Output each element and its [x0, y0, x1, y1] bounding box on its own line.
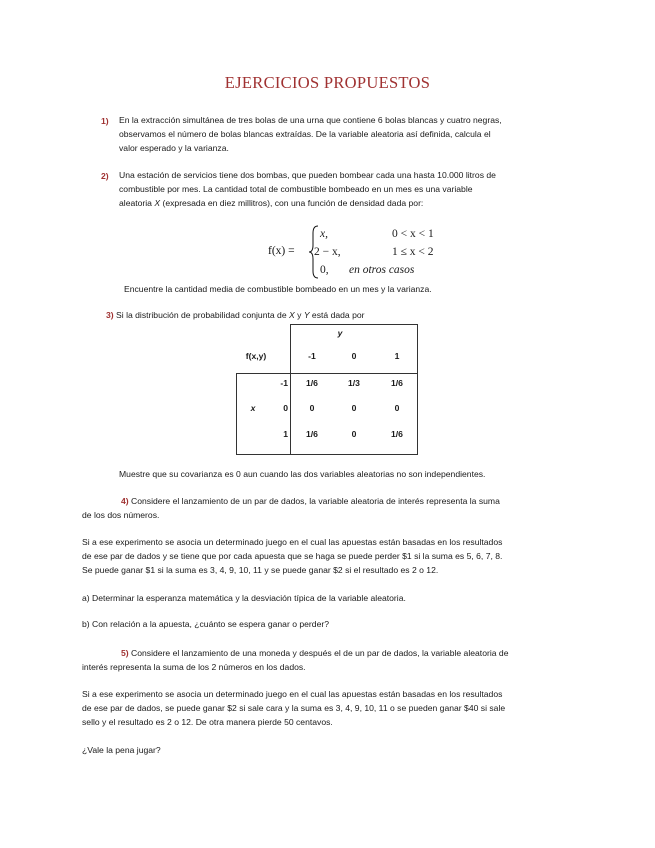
exercise-3-question: Muestre que su covarianza es 0 aun cuando las dos variables aleatorias no son independientes. [119, 469, 486, 479]
exercise-5-line: interés representa la suma de los 2 números en los dados. [82, 662, 306, 672]
exercise-4-p-line: Se puede ganar $1 si la suma es 3, 4, 9, 10, 11 y se puede ganar $2 si el resultado es 2 o 12. [82, 565, 439, 575]
table-cell: 1/6 [306, 378, 318, 388]
exercise-1-line: valor esperado y la varianza. [119, 143, 229, 153]
table-border [236, 373, 418, 374]
exercise-5-paragraph [82, 687, 574, 729]
exercise-4-paragraph [82, 535, 574, 577]
table-cell: 0 [351, 403, 357, 413]
formula-case-cond: 0 < x < 1 [392, 228, 434, 240]
table-border [290, 324, 418, 325]
exercise-3-number: 3) [106, 310, 114, 320]
exercise-4-line: de los dos números. [82, 510, 160, 520]
exercise-4-p-line: Si a ese experimento se asocia un determinado juego en el cual las apuestas están basadas en los resultados [82, 537, 503, 547]
formula-case-cond: en otros casos [349, 264, 415, 276]
exercise-5-number: 5) [121, 648, 129, 658]
exercise-4-intro [82, 494, 574, 522]
exercise-2-text [119, 168, 574, 210]
table-border [290, 324, 291, 455]
table-cell: 1/6 [391, 429, 403, 439]
exercise-2-line: combustible por mes. La cantidad total de combustible bombeado en un mes es una variable [119, 184, 473, 194]
table-y-label: y [337, 328, 343, 338]
exercise-1-text [119, 113, 574, 155]
exercise-2-number: 2) [101, 171, 109, 181]
page-title: EJERCICIOS PROPUESTOS [224, 73, 431, 92]
exercise-5-line1: Considere el lanzamiento de una moneda y después el de un par de dados, la variable aleatoria de [128, 648, 509, 658]
exercise-5-intro [82, 646, 574, 674]
formula-case-expr: 2 − x, [314, 246, 341, 258]
exercise-5-p-line: Si a ese experimento se asocia un determinado juego en el cual las apuestas están basadas en los resultados [82, 689, 503, 699]
exercise-2-line: Una estación de servicios tiene dos bombas, que pueden bombear cada una hasta 10.000 litros de [119, 170, 496, 180]
table-x-label: x [250, 403, 256, 413]
table-fxy-label: f(x,y) [245, 351, 267, 361]
exercise-2-line3-part: aleatoria [119, 198, 155, 208]
exercise-4-line1: Considere el lanzamiento de un par de dados, la variable aleatoria de interés representa la suma [128, 496, 500, 506]
formula-lhs: f(x) = [268, 245, 295, 257]
exercise-4-question-b: b) Con relación a la apuesta, ¿cuánto se espera ganar o perder? [82, 619, 329, 629]
table-border [417, 324, 418, 455]
table-row-header: 1 [283, 429, 288, 439]
table-col-header: 1 [394, 351, 400, 361]
exercise-3-text-part: está dada por [309, 310, 365, 320]
variable-x: X [289, 310, 295, 320]
exercise-2-line3-part: (expresada en diez millitros), con una función de densidad dada por: [160, 198, 424, 208]
exercise-2-question: Encuentre la cantidad media de combustible bombeado en un mes y la varianza. [124, 284, 432, 294]
exercise-1-number: 1) [101, 116, 109, 126]
formula-case-expr: x, [320, 228, 328, 240]
table-row-header: 0 [283, 403, 288, 413]
table-cell: 0 [351, 429, 357, 439]
table-row-header: -1 [280, 378, 288, 388]
table-col-header: -1 [308, 351, 316, 361]
exercise-3-text-part: y [294, 310, 304, 320]
exercise-5-p-line: sello y el resultado es 2 o 12. De otra manera pierde 50 centavos. [82, 717, 333, 727]
exercise-4-number: 4) [121, 496, 129, 506]
exercise-3-heading [106, 310, 365, 320]
exercise-5-p-line: de ese par de dados, se puede ganar $2 si sale cara y la suma es 3, 4, 9, 10, 11 o se pueden ganar $40 si sale [82, 703, 506, 713]
table-border [236, 454, 418, 455]
exercise-2-line [119, 196, 574, 210]
formula-case-cond: 1 ≤ x < 2 [392, 246, 434, 258]
table-cell: 1/3 [348, 378, 360, 388]
exercise-4-p-line: de ese par de dados y se tiene que por cada apuesta que se haga se puede perder $1 si la suma es 5, 6, 7, 8. [82, 551, 503, 561]
exercise-1-line: observamos el número de bolas blancas extraídas. De la variable aleatoria así definida, calcula el [119, 129, 491, 139]
table-border [236, 373, 237, 455]
table-cell: 0 [309, 403, 315, 413]
table-cell: 0 [394, 403, 400, 413]
exercise-5-question: ¿Vale la pena jugar? [82, 745, 161, 755]
exercise-1-line: En la extracción simultánea de tres bolas de una urna que contiene 6 bolas blancas y cuatro negras, [119, 115, 502, 125]
variable-y: Y [303, 310, 310, 320]
table-cell: 1/6 [306, 429, 318, 439]
table-cell: 1/6 [391, 378, 403, 388]
variable-x: X [154, 198, 161, 208]
exercise-4-line [82, 494, 574, 508]
table-col-header: 0 [351, 351, 357, 361]
exercise-3-text-part: Si la distribución de probabilidad conjunta de [113, 310, 289, 320]
exercise-4-question-a: a) Determinar la esperanza matemática y la desviación típica de la variable aleatoria. [82, 593, 406, 603]
formula-case-expr: 0, [320, 264, 329, 276]
exercise-5-line [82, 646, 574, 660]
